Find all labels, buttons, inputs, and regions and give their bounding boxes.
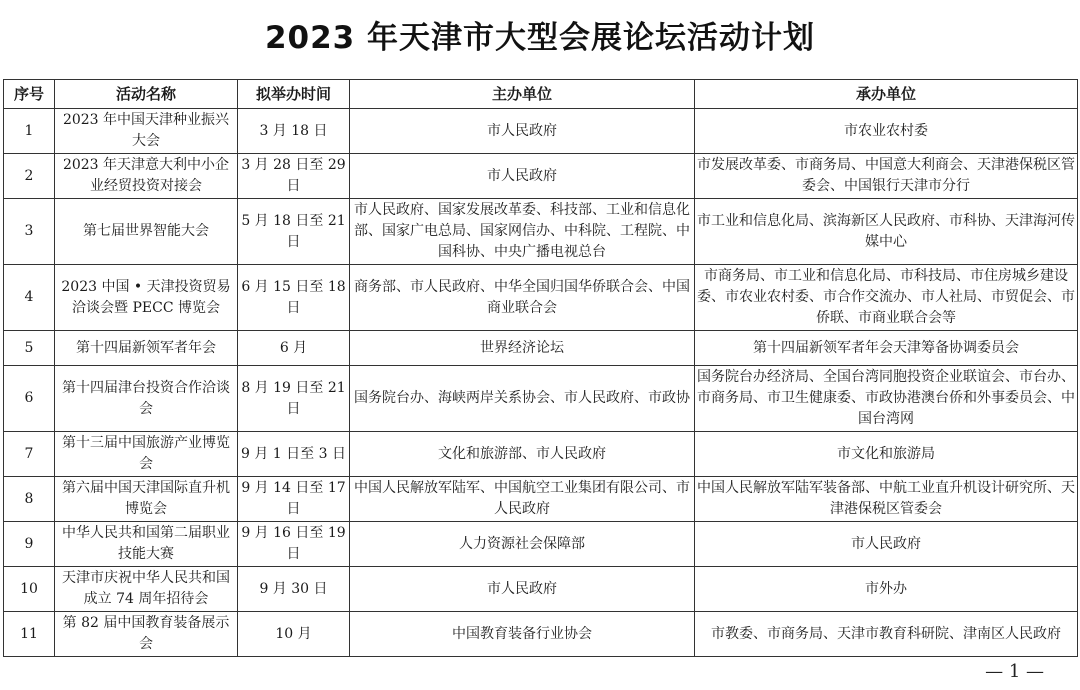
cell-event-name: 2023 中国 • 天津投资贸易洽谈会暨 PECC 博览会: [55, 265, 238, 331]
cell-event-name: 天津市庆祝中华人民共和国成立 74 周年招待会: [55, 567, 238, 612]
cell-host: 文化和旅游部、市人民政府: [350, 432, 695, 477]
cell-host: 人力资源社会保障部: [350, 522, 695, 567]
cell-event-name: 第七届世界智能大会: [55, 199, 238, 265]
cell-event-name: 2023 年中国天津种业振兴大会: [55, 109, 238, 154]
cell-host: 国务院台办、海峡两岸关系协会、市人民政府、市政协: [350, 366, 695, 432]
event-plan-table: [3, 79, 1078, 657]
cell-host: 中国教育装备行业协会: [350, 612, 695, 657]
cell-time: 3 月 18 日: [238, 109, 350, 154]
table-header-row: [4, 80, 1078, 109]
cell-serial: 8: [4, 477, 55, 522]
cell-serial: 9: [4, 522, 55, 567]
cell-time: 9 月 14 日至 17 日: [238, 477, 350, 522]
cell-organizer: 市商务局、市工业和信息化局、市科技局、市住房城乡建设委、市农业农村委、市合作交流办、市人社局、市贸促会、市侨联、市商业联合会等: [695, 265, 1078, 331]
cell-serial: 7: [4, 432, 55, 477]
cell-organizer: 中国人民解放军陆军装备部、中航工业直升机设计研究所、天津港保税区管委会: [695, 477, 1078, 522]
table-row: [4, 109, 1078, 154]
cell-time: 9 月 1 日至 3 日: [238, 432, 350, 477]
cell-host: 市人民政府: [350, 109, 695, 154]
cell-organizer: 市工业和信息化局、滨海新区人民政府、市科协、天津海河传媒中心: [695, 199, 1078, 265]
cell-serial: 5: [4, 331, 55, 366]
cell-event-name: 2023 年天津意大利中小企业经贸投资对接会: [55, 154, 238, 199]
cell-event-name: 中华人民共和国第二届职业技能大赛: [55, 522, 238, 567]
cell-time: 3 月 28 日至 29 日: [238, 154, 350, 199]
cell-time: 5 月 18 日至 21 日: [238, 199, 350, 265]
cell-organizer: 市发展改革委、市商务局、中国意大利商会、天津港保税区管委会、中国银行天津市分行: [695, 154, 1078, 199]
cell-serial: 6: [4, 366, 55, 432]
cell-organizer: 市农业农村委: [695, 109, 1078, 154]
table-row: [4, 366, 1078, 432]
cell-host: 市人民政府: [350, 567, 695, 612]
cell-time: 9 月 16 日至 19 日: [238, 522, 350, 567]
cell-organizer: 第十四届新领军者年会天津筹备协调委员会: [695, 331, 1078, 366]
cell-time: 6 月 15 日至 18 日: [238, 265, 350, 331]
table-row: [4, 265, 1078, 331]
header-organizer: 承办单位: [695, 80, 1078, 109]
table-row: [4, 612, 1078, 657]
document-title: 2023 年天津市大型会展论坛活动计划: [264, 20, 816, 56]
cell-serial: 2: [4, 154, 55, 199]
cell-event-name: 第十四届新领军者年会: [55, 331, 238, 366]
table-row: [4, 432, 1078, 477]
table-row: [4, 522, 1078, 567]
cell-time: 10 月: [238, 612, 350, 657]
cell-event-name: 第十三届中国旅游产业博览会: [55, 432, 238, 477]
table-row: [4, 199, 1078, 265]
cell-time: 9 月 30 日: [238, 567, 350, 612]
cell-host: 市人民政府: [350, 154, 695, 199]
cell-time: 6 月: [238, 331, 350, 366]
header-host: 主办单位: [350, 80, 695, 109]
cell-organizer: 市教委、市商务局、天津市教育科研院、津南区人民政府: [695, 612, 1078, 657]
cell-event-name: 第十四届津台投资合作洽谈会: [55, 366, 238, 432]
cell-organizer: 市人民政府: [695, 522, 1078, 567]
cell-event-name: 第六届中国天津国际直升机博览会: [55, 477, 238, 522]
header-event-name: 活动名称: [55, 80, 238, 109]
header-serial: 序号: [4, 80, 55, 109]
cell-serial: 4: [4, 265, 55, 331]
cell-host: 世界经济论坛: [350, 331, 695, 366]
table-row: [4, 567, 1078, 612]
cell-serial: 3: [4, 199, 55, 265]
cell-host: 商务部、市人民政府、中华全国归国华侨联合会、中国商业联合会: [350, 265, 695, 331]
cell-serial: 10: [4, 567, 55, 612]
table-row: [4, 477, 1078, 522]
cell-organizer: 市外办: [695, 567, 1078, 612]
cell-host: 中国人民解放军陆军、中国航空工业集团有限公司、市人民政府: [350, 477, 695, 522]
header-time: 拟举办时间: [238, 80, 350, 109]
cell-host: 市人民政府、国家发展改革委、科技部、工业和信息化部、国家广电总局、国家网信办、中科院、工程院、中国科协、中央广播电视总台: [350, 199, 695, 265]
cell-serial: 1: [4, 109, 55, 154]
table-row: [4, 154, 1078, 199]
cell-event-name: 第 82 届中国教育装备展示会: [55, 612, 238, 657]
cell-serial: 11: [4, 612, 55, 657]
cell-time: 8 月 19 日至 21 日: [238, 366, 350, 432]
cell-organizer: 国务院台办经济局、全国台湾同胞投资企业联谊会、市台办、市商务局、市卫生健康委、市政协港澳台侨和外事委员会、中国台湾网: [695, 366, 1078, 432]
page-number: — 1 —: [985, 661, 1044, 682]
cell-organizer: 市文化和旅游局: [695, 432, 1078, 477]
table-row: [4, 331, 1078, 366]
